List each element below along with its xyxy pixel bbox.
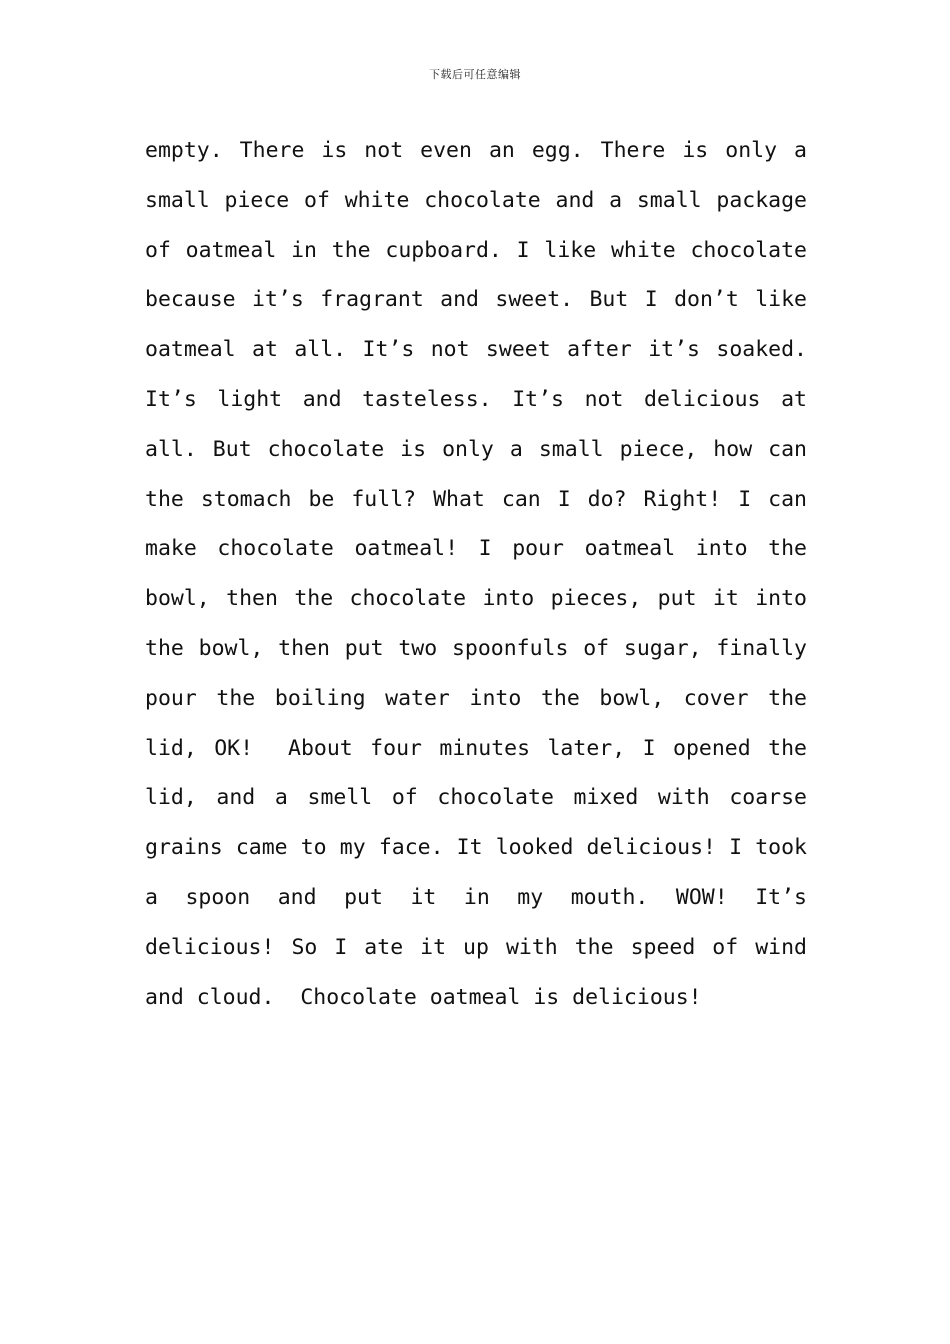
text-line: grains came to my face. It looked delicious! I took — [145, 835, 807, 861]
text-line: lid, OK! About four minutes later, I opened the — [145, 735, 807, 761]
text-line: lid, and a smell of chocolate mixed with coarse — [145, 785, 807, 811]
text-line: small piece of white chocolate and a small package — [145, 187, 807, 213]
text-line: all. But chocolate is only a small piece, how can — [145, 436, 807, 462]
text-line: pour the boiling water into the bowl, cover the — [145, 685, 807, 711]
body-paragraph — [145, 126, 807, 1022]
text-line: make chocolate oatmeal! I pour oatmeal into the — [145, 536, 807, 562]
text-line: the bowl, then put two spoonfuls of sugar, finally — [145, 635, 807, 661]
text-line: of oatmeal in the cupboard. I like white chocolate — [145, 237, 807, 263]
page-header-note: 下载后可任意编辑 — [429, 68, 521, 81]
text-line: and cloud. Chocolate oatmeal is delicious! — [145, 984, 702, 1010]
text-line: empty. There is not even an egg. There is only a — [145, 138, 807, 163]
text-line: oatmeal at all. It’s not sweet after it’s soaked. — [145, 337, 807, 363]
text-line: a spoon and put it in my mouth. WOW! It’s — [145, 884, 807, 910]
text-line: It’s light and tasteless. It’s not delicious at — [145, 386, 807, 412]
text-line: the stomach be full? What can I do? Right! I can — [145, 486, 807, 512]
text-line: delicious! So I ate it up with the speed of wind — [145, 934, 807, 960]
text-line: bowl, then the chocolate into pieces, put it into — [145, 586, 807, 612]
text-line: because it’s fragrant and sweet. But I don’t like — [145, 287, 807, 313]
